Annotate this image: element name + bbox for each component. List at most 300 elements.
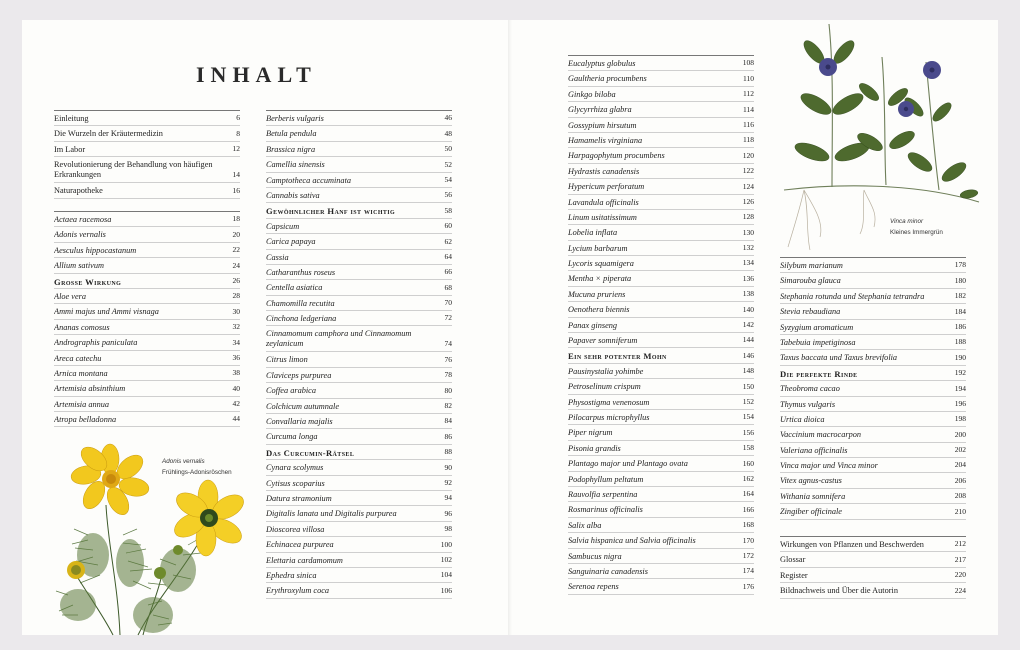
toc-entry <box>568 164 754 179</box>
toc-entry <box>568 441 754 456</box>
toc-entry-label: Datura stramonium <box>266 493 332 503</box>
toc-entry-label: Hypericum perforatum <box>568 182 645 192</box>
toc-entry <box>266 399 452 414</box>
toc-entry <box>568 179 754 194</box>
toc-entry-page: 212 <box>954 539 966 549</box>
toc-entry-page: 204 <box>954 460 966 470</box>
toc-entry-label: Capsicum <box>266 221 300 231</box>
adonis-caption-german: Frühlings-Adonisröschen <box>162 469 232 476</box>
toc-entry-label: Berberis vulgaris <box>266 114 324 123</box>
toc-entry <box>54 258 240 273</box>
toc-entry-page: 68 <box>444 282 452 292</box>
toc-entry-page: 126 <box>742 196 754 206</box>
toc-entry <box>568 133 754 148</box>
toc-entry-label: Tabebuia impetiginosa <box>780 337 856 347</box>
toc-entry <box>54 412 240 427</box>
toc-entry-page: 220 <box>954 570 966 580</box>
toc-entry-page: 92 <box>444 477 452 487</box>
toc-entry-page: 36 <box>232 352 240 362</box>
toc-entry-label: Die Wurzeln der Kräutermedizin <box>54 129 163 139</box>
toc-entry-label: Wirkungen von Pflanzen und Beschwerden <box>780 540 924 549</box>
toc-entry-page: 82 <box>444 401 452 411</box>
toc-entry <box>780 366 966 381</box>
toc-entry <box>568 271 754 286</box>
toc-entry <box>568 102 754 117</box>
toc-entry-label: Sanguinaria canadensis <box>568 566 648 576</box>
toc-entry <box>54 289 240 304</box>
toc-entry-page: 156 <box>742 427 754 437</box>
toc-entry <box>266 537 452 552</box>
toc-entry-page: 186 <box>954 321 966 331</box>
toc-entry-label: Arnica montana <box>54 368 108 378</box>
toc-entry-label: Claviceps purpurea <box>266 370 332 380</box>
vinca-caption <box>890 216 943 238</box>
toc-entry-page: 144 <box>742 335 754 345</box>
toc-entry-page: 72 <box>444 313 452 323</box>
toc-entry <box>568 518 754 533</box>
toc-entry-label: Taxus baccata und Taxus brevifolia <box>780 353 898 363</box>
toc-entry-page: 6 <box>236 113 240 123</box>
toc-entry-label: Coffea arabica <box>266 386 317 396</box>
toc-entry <box>780 458 966 473</box>
toc-entry <box>780 397 966 412</box>
toc-entry-page: 202 <box>954 445 966 455</box>
toc-entry-page: 48 <box>444 128 452 138</box>
toc-entry-label: Camellia sinensis <box>266 160 325 170</box>
toc-entry <box>266 429 452 444</box>
toc-entry-page: 180 <box>954 275 966 285</box>
toc-entry-label: Cassia <box>266 252 289 262</box>
toc-entry-page: 154 <box>742 412 754 422</box>
toc-entry-label: Gaultheria procumbens <box>568 74 647 84</box>
toc-column-b-e <box>266 110 452 599</box>
toc-entry-page: 80 <box>444 385 452 395</box>
toc-entry <box>54 243 240 258</box>
toc-entry <box>568 118 754 133</box>
toc-entry-page: 42 <box>232 399 240 409</box>
toc-entry <box>266 142 452 157</box>
toc-entry-page: 96 <box>444 508 452 518</box>
toc-entry <box>780 350 966 365</box>
toc-entry-label: Cynara scolymus <box>266 463 324 473</box>
toc-entry-page: 46 <box>444 113 452 123</box>
toc-entry <box>54 227 240 242</box>
toc-entry <box>780 489 966 504</box>
toc-entry-label: Hamamelis virginiana <box>568 135 643 145</box>
toc-entry-label: Adonis vernalis <box>54 230 106 240</box>
adonis-flower-2 <box>170 480 247 556</box>
toc-entry-label: Echinacea purpurea <box>266 540 334 550</box>
toc-entry-page: 34 <box>232 337 240 347</box>
toc-entry-page: 66 <box>444 267 452 277</box>
toc-entry-label: Digitalis lanata und Digitalis purpurea <box>266 509 397 519</box>
toc-entry-label: Elettaria cardamomum <box>266 555 343 565</box>
toc-entry-page: 32 <box>232 322 240 332</box>
toc-entry <box>266 445 452 460</box>
toc-entry-page: 120 <box>742 150 754 160</box>
toc-entry <box>780 412 966 427</box>
toc-entry <box>54 397 240 412</box>
toc-entry-label: Cytisus scoparius <box>266 478 325 488</box>
toc-entry-label: Im Labor <box>54 144 86 154</box>
toc-entry <box>266 280 452 295</box>
toc-entry <box>568 379 754 394</box>
toc-entry-page: 172 <box>742 550 754 560</box>
toc-entry-page: 50 <box>444 144 452 154</box>
toc-entry-page: 98 <box>444 524 452 534</box>
page-title: INHALT <box>196 62 317 87</box>
toc-entry-page: 182 <box>954 291 966 301</box>
toc-entry <box>266 234 452 249</box>
toc-entry <box>780 320 966 335</box>
toc-entry-label: Andrographis paniculata <box>54 338 138 348</box>
toc-entry-label: Camptotheca accuminata <box>266 175 352 185</box>
toc-entry-label: Oenothera biennis <box>568 305 630 315</box>
toc-entry <box>266 157 452 172</box>
toc-entry-label: Naturapotheke <box>54 186 103 196</box>
toc-entry <box>54 126 240 141</box>
toc-entry <box>568 364 754 379</box>
toc-entry <box>568 318 754 333</box>
toc-entry-page: 20 <box>232 229 240 239</box>
adonis-flower-1 <box>70 442 151 518</box>
toc-entry-label: Ananas comosus <box>54 322 110 332</box>
toc-entry <box>266 506 452 521</box>
toc-entry-page: 132 <box>742 243 754 253</box>
toc-entry-label: Salix alba <box>568 520 602 530</box>
toc-entry-label: Mucuna pruriens <box>568 289 626 299</box>
toc-entry-page: 38 <box>232 368 240 378</box>
toc-entry-page: 16 <box>232 185 240 195</box>
toc-entry <box>54 335 240 350</box>
toc-entry-page: 64 <box>444 251 452 261</box>
toc-entry-page: 84 <box>444 416 452 426</box>
toc-entry-page: 200 <box>954 429 966 439</box>
toc-entry-label: Stephania rotunda und Stephania tetrandra <box>780 291 925 301</box>
toc-entry-page: 40 <box>232 383 240 393</box>
toc-entry-page: 140 <box>742 304 754 314</box>
toc-entry <box>568 148 754 163</box>
toc-entry-label: Dioscorea villosa <box>266 524 325 534</box>
toc-entry-page: 18 <box>232 214 240 224</box>
toc-entry <box>54 274 240 289</box>
vinca-illustration <box>774 12 984 252</box>
toc-entry-page: 76 <box>444 354 452 364</box>
toc-entry-page: 58 <box>444 205 452 215</box>
toc-entry-label: Erythroxylum coca <box>266 586 330 596</box>
toc-entry <box>780 289 966 304</box>
toc-entry-page: 168 <box>742 520 754 530</box>
toc-entry-page: 170 <box>742 535 754 545</box>
toc-entry-page: 56 <box>444 190 452 200</box>
toc-entry-page: 100 <box>440 539 452 549</box>
toc-entry-page: 124 <box>742 181 754 191</box>
toc-entry-page: 78 <box>444 370 452 380</box>
toc-entry-label: Glycyrrhiza glabra <box>568 105 632 115</box>
toc-entry-page: 104 <box>440 570 452 580</box>
toc-entry-label: Catharanthus roseus <box>266 267 336 277</box>
toc-entry-label: Stevia rebaudiana <box>780 307 841 317</box>
toc-entry <box>568 456 754 471</box>
toc-entry-label: Lavandula officinalis <box>568 197 639 207</box>
toc-entry <box>266 352 452 367</box>
toc-entry <box>266 296 452 311</box>
toc-entry <box>780 381 966 396</box>
toc-entry-page: 94 <box>444 493 452 503</box>
toc-entry <box>568 302 754 317</box>
toc-entry-page: 90 <box>444 462 452 472</box>
toc-entry-page: 62 <box>444 236 452 246</box>
toc-entry <box>568 348 754 363</box>
toc-entry-page: 114 <box>743 104 754 114</box>
toc-entry-label: Artemisia annua <box>54 399 110 409</box>
toc-entry-page: 217 <box>954 554 966 564</box>
toc-entry-page: 198 <box>954 414 966 424</box>
toc-entry-label: Convallaria majalis <box>266 417 333 427</box>
toc-entry <box>568 333 754 348</box>
toc-entry <box>568 502 754 517</box>
toc-entry-label: Einleitung <box>54 114 89 123</box>
toc-entry <box>568 533 754 548</box>
toc-entry <box>54 212 240 227</box>
toc-entry <box>780 273 966 288</box>
toc-entry-label: Allium sativum <box>54 261 105 271</box>
vinca-caption-latin: Vinca minor <box>890 218 924 225</box>
toc-entry <box>266 460 452 475</box>
toc-entry <box>780 443 966 458</box>
toc-entry <box>568 241 754 256</box>
toc-entry-page: 148 <box>742 366 754 376</box>
toc-entry-page: 70 <box>444 298 452 308</box>
toc-entry-label: Register <box>780 570 808 580</box>
toc-entry-label: Grosse Wirkung <box>54 276 122 287</box>
toc-entry-label: Papaver somniferum <box>568 336 638 346</box>
toc-entry-page: 150 <box>742 381 754 391</box>
toc-entry-page: 210 <box>954 506 966 516</box>
toc-entry-page: 192 <box>954 368 966 378</box>
toc-column-s-z <box>780 257 966 520</box>
toc-entry-label: Withania somnifera <box>780 491 846 501</box>
toc-entry-label: Atropa belladonna <box>54 415 117 425</box>
toc-entry-label: Ephedra sinica <box>266 570 317 580</box>
toc-entry-label: Zingiber officinale <box>780 507 842 517</box>
toc-entry-label: Das Curcumin-Rätsel <box>266 447 355 458</box>
toc-entry-page: 130 <box>742 227 754 237</box>
toc-entry <box>266 126 452 141</box>
toc-entry-label: Pilocarpus microphyllus <box>568 412 650 422</box>
toc-entry-label: Panax ginseng <box>568 320 618 330</box>
toc-entry-page: 118 <box>743 135 754 145</box>
toc-entry-page: 22 <box>232 245 240 255</box>
toc-entry-page: 134 <box>742 258 754 268</box>
toc-entry-page: 14 <box>232 170 240 180</box>
toc-entry <box>568 487 754 502</box>
toc-entry <box>568 71 754 86</box>
toc-entry-page: 112 <box>743 89 754 99</box>
toc-entry-label: Artemisia absinthium <box>54 384 126 394</box>
adonis-caption <box>162 456 232 478</box>
toc-entry-label: Carica papaya <box>266 237 316 247</box>
toc-entry <box>266 188 452 203</box>
toc-entry <box>568 425 754 440</box>
toc-entry-page: 194 <box>954 383 966 393</box>
toc-entry-page: 26 <box>232 275 240 285</box>
toc-entry-label: Theobroma cacao <box>780 384 840 394</box>
toc-entry-label: Cannabis sativa <box>266 190 320 200</box>
toc-entry <box>568 195 754 210</box>
toc-entry <box>568 564 754 579</box>
toc-entry-page: 184 <box>954 306 966 316</box>
toc-entry-label: Serenoa repens <box>568 582 619 592</box>
toc-column-a <box>54 211 240 427</box>
toc-entry-label: Areca catechu <box>54 353 102 363</box>
toc-entry-label: Lycium barbarum <box>568 243 628 253</box>
toc-entry-label: Lycoris squamigera <box>568 259 634 269</box>
toc-entry-label: Piper nigrum <box>568 428 613 438</box>
toc-entry-page: 208 <box>954 491 966 501</box>
toc-entry-label: Mentha × piperata <box>568 274 632 284</box>
toc-entry-label: Rosmarinus officinalis <box>568 505 643 515</box>
toc-entry <box>780 552 966 567</box>
toc-entry-page: 196 <box>954 398 966 408</box>
toc-entry-label: Pisonia grandis <box>568 443 621 453</box>
toc-entry-page: 86 <box>444 431 452 441</box>
toc-entry <box>54 304 240 319</box>
toc-entry <box>568 549 754 564</box>
toc-entry-label: Harpagophytum procumbens <box>568 151 665 161</box>
toc-entry-page: 54 <box>444 174 452 184</box>
toc-entry <box>780 304 966 319</box>
toc-entry-page: 206 <box>954 475 966 485</box>
toc-entry <box>54 381 240 396</box>
toc-entry-label: Cinnamomum camphora und Cinnamomum zeylanicum <box>266 329 412 349</box>
toc-entry-label: Lobelia inflata <box>568 228 618 238</box>
toc-entry-label: Plantago major und Plantago ovata <box>568 459 688 469</box>
toc-entry <box>266 173 452 188</box>
toc-entry-label: Ginkgo biloba <box>568 89 616 99</box>
toc-entry-page: 8 <box>236 128 240 138</box>
toc-entry <box>568 287 754 302</box>
toc-entry <box>266 311 452 326</box>
toc-entry <box>266 203 452 218</box>
toc-entry-label: Centella asiatica <box>266 283 323 293</box>
toc-column-appendix <box>780 536 966 599</box>
toc-entry <box>54 157 240 183</box>
toc-entry-label: Silybum marianum <box>780 261 843 270</box>
toc-entry-page: 110 <box>743 73 754 83</box>
toc-column-intro <box>54 110 240 199</box>
toc-entry-label: Gewöhnlicher Hanf ist wichtig <box>266 206 396 217</box>
toc-entry <box>568 472 754 487</box>
toc-entry <box>780 583 966 598</box>
toc-entry-page: 28 <box>232 291 240 301</box>
toc-entry <box>780 427 966 442</box>
toc-entry-page: 108 <box>742 58 754 68</box>
toc-entry <box>54 183 240 198</box>
toc-entry-page: 12 <box>232 144 240 154</box>
toc-entry-label: Chamomilla recutita <box>266 298 335 308</box>
toc-entry-page: 188 <box>954 337 966 347</box>
toc-entry-label: Hydrastis canadensis <box>568 166 640 176</box>
toc-entry <box>54 111 240 126</box>
toc-entry-page: 60 <box>444 221 452 231</box>
toc-entry-page: 174 <box>742 566 754 576</box>
toc-entry <box>568 210 754 225</box>
toc-entry <box>568 410 754 425</box>
toc-column-e-s <box>568 55 754 595</box>
toc-entry-page: 74 <box>444 339 452 349</box>
toc-entry-page: 128 <box>742 212 754 222</box>
toc-entry <box>568 256 754 271</box>
toc-entry <box>266 476 452 491</box>
adonis-caption-latin: Adonis vernalis <box>162 458 205 465</box>
toc-entry <box>54 142 240 157</box>
toc-entry <box>568 56 754 71</box>
toc-entry <box>780 258 966 273</box>
toc-entry-label: Betula pendula <box>266 129 317 139</box>
toc-entry-page: 162 <box>742 473 754 483</box>
toc-entry-label: Physostigma venenosum <box>568 397 650 407</box>
toc-entry <box>780 473 966 488</box>
toc-entry <box>266 383 452 398</box>
toc-entry-label: Bildnachweis und Über die Autorin <box>780 586 898 596</box>
toc-entry-label: Vinca major und Vinca minor <box>780 461 878 471</box>
toc-entry-page: 164 <box>742 489 754 499</box>
toc-entry-page: 116 <box>743 119 754 129</box>
toc-entry <box>568 579 754 594</box>
toc-entry-page: 160 <box>742 458 754 468</box>
toc-entry-label: Thymus vulgaris <box>780 399 836 409</box>
toc-entry <box>568 225 754 240</box>
toc-entry-label: Ammi majus und Ammi visnaga <box>54 307 159 317</box>
toc-entry-label: Colchicum autumnale <box>266 401 340 411</box>
toc-entry <box>266 553 452 568</box>
toc-entry-label: Vitex agnus-castus <box>780 476 842 486</box>
toc-entry-label: Pausinystalia yohimbe <box>568 366 644 376</box>
toc-entry <box>266 583 452 598</box>
toc-entry-label: Valeriana officinalis <box>780 445 848 455</box>
toc-entry-label: Urtica dioica <box>780 414 825 424</box>
toc-entry-page: 102 <box>440 554 452 564</box>
toc-entry-page: 224 <box>954 585 966 595</box>
toc-entry-page: 152 <box>742 396 754 406</box>
toc-entry-label: Cinchona ledgeriana <box>266 314 337 324</box>
toc-entry-page: 106 <box>440 585 452 595</box>
toc-entry-label: Curcuma longa <box>266 432 318 442</box>
vinca-caption-german: Kleines Immergrün <box>890 229 943 236</box>
toc-entry-page: 146 <box>742 350 754 360</box>
toc-entry-label: Brassica nigra <box>266 144 316 154</box>
toc-entry <box>266 491 452 506</box>
toc-entry-page: 52 <box>444 159 452 169</box>
toc-entry-page: 138 <box>742 289 754 299</box>
toc-entry <box>266 568 452 583</box>
toc-entry-page: 142 <box>742 320 754 330</box>
toc-entry-label: Actaea racemosa <box>54 215 112 224</box>
toc-entry <box>266 219 452 234</box>
toc-entry <box>780 504 966 519</box>
toc-entry-label: Glossar <box>780 555 806 565</box>
toc-entry <box>266 368 452 383</box>
toc-entry-label: Vaccinium macrocarpon <box>780 430 862 440</box>
toc-entry <box>54 366 240 381</box>
toc-entry-label: Aloe vera <box>54 291 87 301</box>
toc-entry <box>266 265 452 280</box>
toc-entry-label: Podophyllum peltatum <box>568 474 644 484</box>
toc-entry-page: 178 <box>954 260 966 270</box>
toc-entry <box>266 414 452 429</box>
toc-entry <box>266 111 452 126</box>
